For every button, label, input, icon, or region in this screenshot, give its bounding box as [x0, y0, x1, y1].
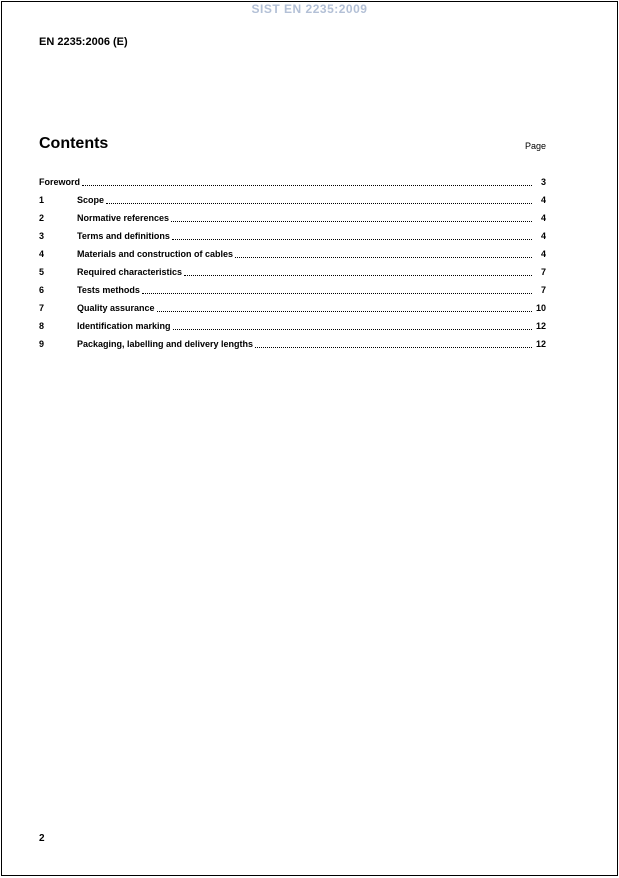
- toc-entry-page: 10: [535, 303, 546, 313]
- toc-entry-page: 4: [540, 249, 546, 259]
- toc-entry-title: Tests methods: [77, 285, 140, 295]
- footer-page-number: 2: [39, 833, 45, 844]
- toc-entry-number: 1: [39, 195, 45, 205]
- toc-dot-leader: [172, 239, 532, 240]
- toc-entry-page: 7: [540, 285, 546, 295]
- toc-dot-leader: [184, 275, 532, 276]
- toc-entry-page: 3: [540, 177, 546, 187]
- toc-entry-page: 7: [540, 267, 546, 277]
- toc-entry-materials-and-construction[interactable]: [39, 248, 546, 260]
- page-column-label: Page: [524, 141, 546, 151]
- standard-watermark-title: SIST EN 2235:2009: [251, 2, 368, 16]
- toc-entry-quality-assurance[interactable]: [39, 302, 546, 314]
- table-of-contents: [39, 176, 546, 356]
- toc-entry-identification-marking[interactable]: [39, 320, 546, 332]
- toc-entry-title: Quality assurance: [77, 303, 155, 313]
- toc-dot-leader: [255, 347, 532, 348]
- toc-entry-title: Foreword: [39, 177, 81, 187]
- toc-entry-scope[interactable]: [39, 194, 546, 206]
- toc-entry-page: 12: [535, 339, 546, 349]
- toc-entry-number: 3: [39, 231, 45, 241]
- toc-entry-title: Identification marking: [77, 321, 171, 331]
- toc-entry-normative-references[interactable]: [39, 212, 546, 224]
- toc-entry-title: Materials and construction of cables: [77, 249, 234, 259]
- toc-dot-leader: [235, 257, 532, 258]
- toc-dot-leader: [157, 311, 532, 312]
- toc-entry-tests-methods[interactable]: [39, 284, 546, 296]
- toc-dot-leader: [82, 185, 532, 186]
- document-reference: EN 2235:2006 (E): [39, 36, 128, 48]
- toc-entry-page: 4: [540, 213, 546, 223]
- toc-entry-number: 7: [39, 303, 45, 313]
- contents-heading: Contents: [39, 135, 109, 152]
- toc-entry-number: 8: [39, 321, 45, 331]
- contents-header: [39, 135, 546, 153]
- toc-entry-title: Required characteristics: [77, 267, 183, 277]
- toc-entry-foreword[interactable]: [39, 176, 546, 188]
- toc-entry-number: 4: [39, 249, 45, 259]
- toc-entry-packaging-labelling-delivery[interactable]: [39, 338, 546, 350]
- toc-entry-page: 4: [540, 195, 546, 205]
- document-page: [1, 1, 618, 876]
- toc-entry-required-characteristics[interactable]: [39, 266, 546, 278]
- toc-dot-leader: [173, 329, 532, 330]
- toc-dot-leader: [171, 221, 532, 222]
- toc-entry-title: Normative references: [77, 213, 170, 223]
- toc-entry-title: Packaging, labelling and delivery lengths: [77, 339, 254, 349]
- toc-dot-leader: [106, 203, 532, 204]
- toc-dot-leader: [142, 293, 532, 294]
- toc-entry-page: 12: [535, 321, 546, 331]
- toc-entry-terms-and-definitions[interactable]: [39, 230, 546, 242]
- toc-entry-number: 6: [39, 285, 45, 295]
- toc-entry-number: 5: [39, 267, 45, 277]
- toc-entry-number: 2: [39, 213, 45, 223]
- toc-entry-page: 4: [540, 231, 546, 241]
- toc-entry-number: 9: [39, 339, 45, 349]
- toc-entry-title: Terms and definitions: [77, 231, 170, 241]
- toc-entry-title: Scope: [77, 195, 105, 205]
